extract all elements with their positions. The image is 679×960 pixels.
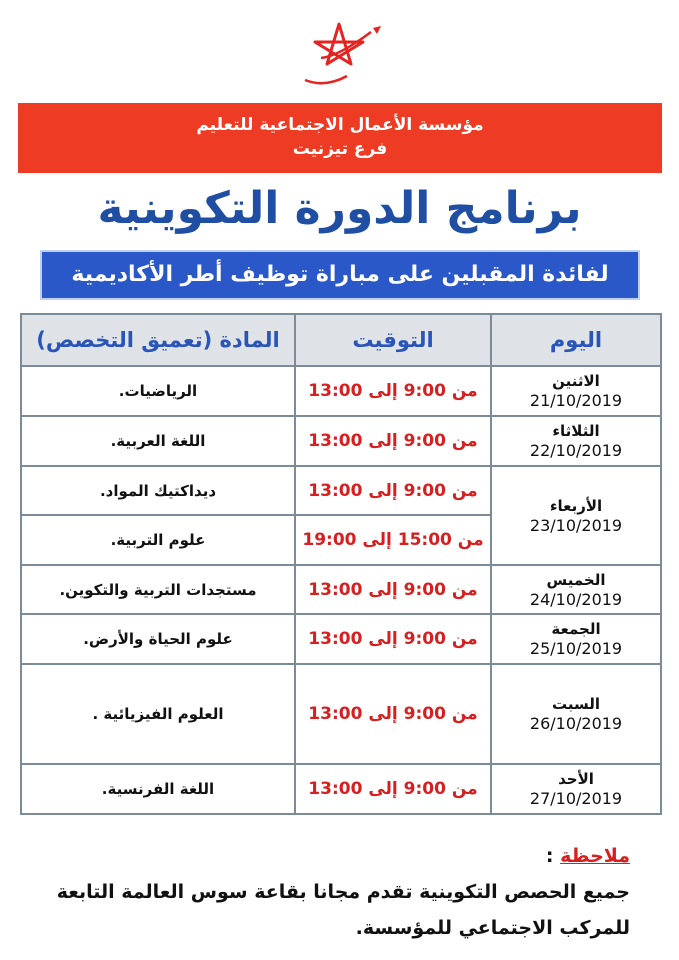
day-cell [491, 466, 661, 565]
day-cell [491, 366, 661, 416]
note-section [30, 838, 630, 946]
time-cell: من 9:00 إلى 13:00 [295, 664, 491, 764]
header-day: اليوم [491, 314, 661, 366]
table-row [21, 614, 661, 664]
organization-logo [295, 18, 385, 100]
organization-header [18, 103, 662, 173]
day-name: الاثنين [552, 372, 600, 390]
subtitle: لفائدة المقبلين على مباراة توظيف أطر الأكاديمية [40, 250, 640, 300]
subject-cell: مستجدات التربية والتكوين. [21, 565, 295, 614]
day-name: الأحد [558, 770, 594, 788]
note-label-line: ملاحظة : [545, 845, 630, 867]
day-cell [491, 664, 661, 764]
organization-branch: فرع تيزنيت [292, 139, 388, 159]
table-row [21, 764, 661, 814]
day-date: 21/10/2019 [529, 391, 623, 410]
note-line-2: للمركب الاجتماعي للمؤسسة. [355, 917, 630, 939]
day-date: 24/10/2019 [529, 589, 623, 609]
time-cell: من 9:00 إلى 13:00 [295, 366, 491, 416]
day-cell [491, 416, 661, 466]
subject-cell: الرياضيات. [21, 366, 295, 416]
day-date: 27/10/2019 [529, 789, 623, 808]
table-row [21, 664, 661, 764]
day-date: 25/10/2019 [529, 639, 623, 658]
day-name: الثلاثاء [552, 422, 600, 440]
day-date: 22/10/2019 [529, 441, 623, 460]
subject-cell: اللغة الفرنسية. [21, 764, 295, 814]
subject-cell: علوم الحياة والأرض. [21, 614, 295, 664]
table-row [21, 466, 661, 515]
time-cell: من 9:00 إلى 13:00 [295, 416, 491, 466]
day-name: الجمعة [551, 620, 601, 638]
page-title: برنامج الدورة التكوينية [97, 183, 582, 234]
table-row [21, 366, 661, 416]
table-row [21, 565, 661, 614]
time-cell: من 9:00 إلى 13:00 [295, 764, 491, 814]
day-name: السبت [551, 695, 601, 713]
day-cell [491, 614, 661, 664]
time-cell: من 9:00 إلى 13:00 [295, 614, 491, 664]
subject-cell: علوم التربية. [21, 515, 295, 565]
organization-name: مؤسسة الأعمال الاجتماعية للتعليم [196, 115, 484, 135]
day-date: 26/10/2019 [529, 714, 623, 733]
table-row [21, 416, 661, 466]
subject-cell: اللغة العربية. [21, 416, 295, 466]
header-time: التوقيت [295, 314, 491, 366]
day-date: 23/10/2019 [529, 515, 623, 535]
time-cell: من 9:00 إلى 13:00 [295, 565, 491, 614]
subject-cell: ديداكتيك المواد. [21, 466, 295, 515]
time-cell: من 9:00 إلى 13:00 [295, 466, 491, 515]
note-label: ملاحظة [560, 845, 630, 867]
header-subject: المادة (تعميق التخصص) [21, 314, 295, 366]
subject-cell: العلوم الفيزيائية . [21, 664, 295, 764]
day-cell [491, 565, 661, 614]
schedule-table [20, 313, 662, 815]
day-name: الأربعاء [549, 496, 603, 515]
note-line-1: جميع الحصص التكوينية تقدم مجانا بقاعة سوس العالمة التابعة [56, 881, 630, 903]
table-header-row [21, 314, 661, 366]
day-name: الخميس [546, 570, 606, 589]
time-cell: من 15:00 إلى 19:00 [295, 515, 491, 565]
day-cell [491, 764, 661, 814]
